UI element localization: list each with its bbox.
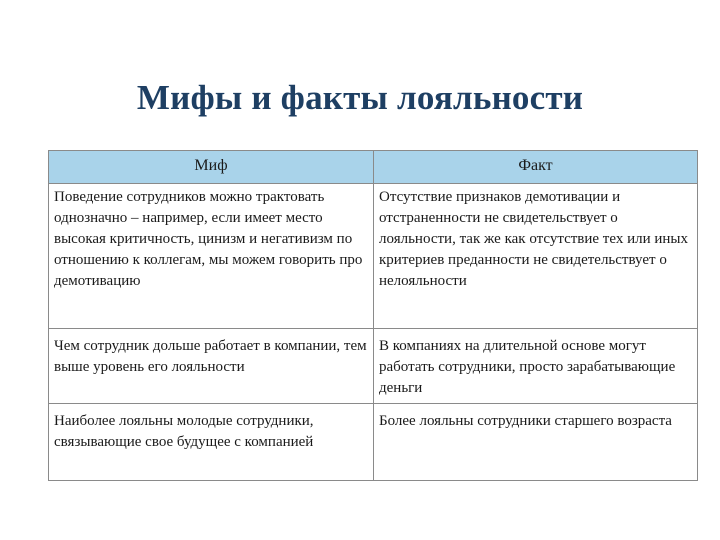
myth-cell: Поведение сотрудников можно трактовать однозначно – например, если имеет место высокая критичность, цинизм и негативизм по отношению к коллегам, мы можем говорить про демотивацию	[49, 184, 374, 329]
fact-cell: Более лояльны сотрудники старшего возраста	[374, 404, 698, 481]
table-header-row	[49, 151, 698, 184]
table-row	[49, 184, 698, 329]
header-myth: Миф	[49, 151, 374, 184]
myth-cell: Наиболее лояльны молодые сотрудники, связывающие свое будущее с компанией	[49, 404, 374, 481]
header-fact: Факт	[374, 151, 698, 184]
myth-cell: Чем сотрудник дольше работает в компании, тем выше уровень его лояльности	[49, 329, 374, 404]
table-row	[49, 329, 698, 404]
fact-cell: Отсутствие признаков демотивации и отстраненности не свидетельствует о лояльности, так же как отсутствие тех или иных критериев преданности не свидетельствует о нелояльности	[374, 184, 698, 329]
fact-cell: В компаниях на длительной основе могут работать сотрудники, просто зарабатывающие деньги	[374, 329, 698, 404]
myths-facts-table	[48, 150, 698, 481]
slide-title: Мифы и факты лояльности	[136, 78, 584, 117]
table-row	[49, 404, 698, 481]
